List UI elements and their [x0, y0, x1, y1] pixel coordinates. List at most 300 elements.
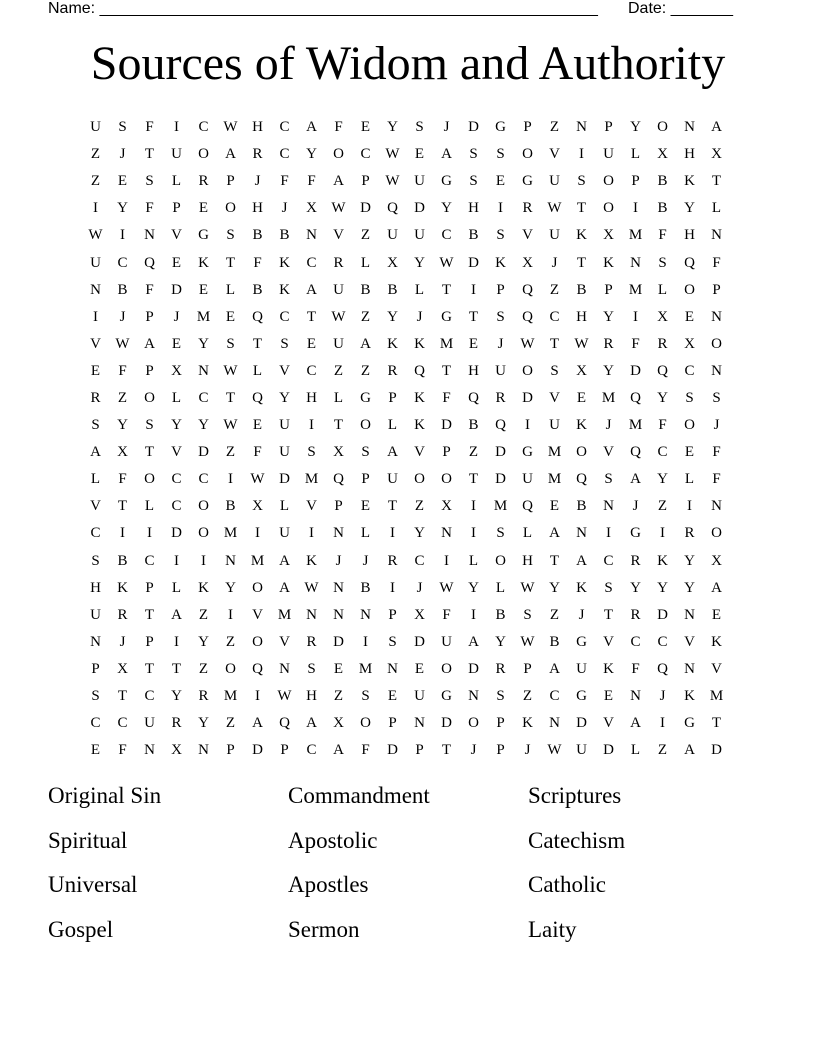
- grid-cell[interactable]: F: [145, 281, 154, 298]
- grid-cell[interactable]: C: [279, 146, 290, 163]
- grid-cell[interactable]: P: [145, 579, 154, 596]
- grid-cell[interactable]: O: [603, 173, 614, 190]
- grid-cell[interactable]: L: [171, 173, 182, 190]
- grid-cell[interactable]: T: [387, 498, 398, 515]
- grid-cell[interactable]: A: [549, 660, 560, 677]
- grid-cell[interactable]: Y: [198, 715, 209, 732]
- grid-cell[interactable]: W: [304, 579, 319, 596]
- grid-cell[interactable]: Z: [522, 688, 533, 705]
- grid-cell[interactable]: V: [279, 362, 290, 379]
- grid-cell[interactable]: O: [468, 715, 479, 732]
- grid-cell[interactable]: T: [171, 660, 182, 677]
- grid-cell[interactable]: L: [657, 281, 668, 298]
- grid-cell[interactable]: A: [279, 552, 290, 569]
- grid-cell[interactable]: P: [415, 742, 424, 759]
- grid-cell[interactable]: X: [684, 335, 695, 352]
- grid-cell[interactable]: S: [496, 525, 505, 542]
- grid-cell[interactable]: P: [361, 471, 370, 488]
- grid-cell[interactable]: U: [90, 606, 101, 623]
- grid-cell[interactable]: K: [576, 579, 587, 596]
- grid-cell[interactable]: V: [522, 227, 533, 244]
- grid-cell[interactable]: G: [441, 308, 452, 325]
- grid-cell[interactable]: L: [171, 579, 182, 596]
- grid-cell[interactable]: R: [306, 633, 317, 650]
- grid-cell[interactable]: A: [387, 444, 398, 461]
- grid-cell[interactable]: I: [93, 308, 98, 325]
- grid-cell[interactable]: H: [468, 362, 479, 379]
- grid-cell[interactable]: K: [387, 335, 398, 352]
- grid-cell[interactable]: D: [279, 471, 290, 488]
- grid-cell[interactable]: N: [630, 254, 641, 271]
- grid-cell[interactable]: I: [120, 525, 125, 542]
- grid-cell[interactable]: F: [712, 254, 721, 271]
- grid-cell[interactable]: A: [549, 525, 560, 542]
- grid-cell[interactable]: M: [250, 552, 265, 569]
- grid-cell[interactable]: A: [171, 606, 182, 623]
- grid-cell[interactable]: H: [576, 308, 587, 325]
- grid-cell[interactable]: I: [633, 308, 638, 325]
- grid-cell[interactable]: O: [252, 579, 263, 596]
- grid-cell[interactable]: J: [119, 146, 126, 163]
- grid-cell[interactable]: Q: [279, 715, 290, 732]
- grid-cell[interactable]: R: [630, 552, 641, 569]
- grid-cell[interactable]: S: [496, 146, 505, 163]
- grid-cell[interactable]: P: [442, 444, 451, 461]
- grid-cell[interactable]: G: [684, 715, 695, 732]
- grid-cell[interactable]: A: [333, 173, 344, 190]
- grid-cell[interactable]: X: [522, 254, 533, 271]
- grid-cell[interactable]: E: [360, 498, 371, 515]
- grid-cell[interactable]: E: [576, 389, 587, 406]
- grid-cell[interactable]: E: [90, 362, 101, 379]
- grid-cell[interactable]: P: [388, 715, 397, 732]
- grid-cell[interactable]: I: [120, 227, 125, 244]
- grid-cell[interactable]: B: [495, 606, 506, 623]
- grid-cell[interactable]: B: [279, 227, 290, 244]
- grid-cell[interactable]: E: [414, 660, 425, 677]
- grid-cell[interactable]: E: [603, 688, 614, 705]
- grid-cell[interactable]: M: [223, 525, 238, 542]
- grid-cell[interactable]: I: [228, 606, 233, 623]
- grid-cell[interactable]: J: [119, 633, 126, 650]
- grid-cell[interactable]: A: [630, 715, 641, 732]
- grid-cell[interactable]: F: [334, 119, 343, 136]
- grid-cell[interactable]: N: [711, 362, 722, 379]
- grid-cell[interactable]: S: [91, 417, 100, 434]
- grid-cell[interactable]: I: [633, 200, 638, 217]
- grid-cell[interactable]: S: [118, 119, 127, 136]
- name-field[interactable]: Name: ________________________________________________________: [48, 0, 598, 17]
- grid-cell[interactable]: I: [390, 525, 395, 542]
- grid-cell[interactable]: U: [279, 525, 290, 542]
- grid-cell[interactable]: K: [603, 660, 614, 677]
- grid-cell[interactable]: E: [171, 335, 182, 352]
- grid-cell[interactable]: C: [117, 715, 128, 732]
- grid-cell[interactable]: U: [414, 688, 425, 705]
- grid-cell[interactable]: B: [360, 281, 371, 298]
- grid-cell[interactable]: E: [117, 173, 128, 190]
- grid-cell[interactable]: F: [145, 119, 154, 136]
- grid-cell[interactable]: I: [687, 498, 692, 515]
- grid-cell[interactable]: S: [388, 633, 397, 650]
- grid-cell[interactable]: K: [414, 335, 425, 352]
- grid-cell[interactable]: Q: [522, 308, 533, 325]
- grid-cell[interactable]: Z: [333, 362, 344, 379]
- grid-cell[interactable]: A: [306, 281, 317, 298]
- grid-cell[interactable]: F: [253, 254, 262, 271]
- grid-cell[interactable]: W: [277, 688, 292, 705]
- grid-cell[interactable]: C: [630, 633, 641, 650]
- grid-cell[interactable]: E: [360, 119, 371, 136]
- grid-cell[interactable]: U: [549, 417, 560, 434]
- grid-cell[interactable]: Y: [441, 200, 452, 217]
- grid-cell[interactable]: O: [441, 660, 452, 677]
- grid-cell[interactable]: Y: [279, 389, 290, 406]
- grid-cell[interactable]: Y: [171, 417, 182, 434]
- grid-cell[interactable]: C: [198, 389, 209, 406]
- grid-cell[interactable]: L: [360, 254, 371, 271]
- grid-cell[interactable]: X: [441, 498, 452, 515]
- grid-cell[interactable]: R: [90, 389, 101, 406]
- grid-cell[interactable]: Y: [684, 552, 695, 569]
- grid-cell[interactable]: S: [307, 660, 316, 677]
- grid-cell[interactable]: S: [91, 552, 100, 569]
- grid-cell[interactable]: O: [576, 444, 587, 461]
- grid-cell[interactable]: C: [306, 362, 317, 379]
- grid-cell[interactable]: J: [173, 308, 180, 325]
- grid-cell[interactable]: E: [171, 254, 182, 271]
- grid-cell[interactable]: R: [333, 254, 344, 271]
- grid-cell[interactable]: K: [117, 579, 128, 596]
- grid-cell[interactable]: S: [145, 173, 154, 190]
- grid-cell[interactable]: V: [549, 389, 560, 406]
- grid-cell[interactable]: R: [630, 606, 641, 623]
- grid-cell[interactable]: F: [253, 444, 262, 461]
- grid-cell[interactable]: M: [628, 281, 643, 298]
- grid-cell[interactable]: C: [414, 552, 425, 569]
- grid-cell[interactable]: S: [469, 173, 478, 190]
- grid-cell[interactable]: N: [333, 525, 344, 542]
- grid-cell[interactable]: S: [415, 119, 424, 136]
- grid-cell[interactable]: I: [255, 688, 260, 705]
- grid-cell[interactable]: S: [91, 688, 100, 705]
- grid-cell[interactable]: R: [171, 715, 182, 732]
- grid-cell[interactable]: J: [524, 742, 531, 759]
- grid-cell[interactable]: W: [520, 579, 535, 596]
- grid-cell[interactable]: T: [306, 308, 317, 325]
- grid-cell[interactable]: F: [361, 742, 370, 759]
- grid-cell[interactable]: F: [631, 660, 640, 677]
- grid-cell[interactable]: U: [576, 742, 587, 759]
- grid-cell[interactable]: U: [414, 227, 425, 244]
- grid-cell[interactable]: C: [144, 552, 155, 569]
- grid-cell[interactable]: K: [711, 633, 722, 650]
- grid-cell[interactable]: X: [171, 362, 182, 379]
- grid-cell[interactable]: N: [387, 660, 398, 677]
- grid-cell[interactable]: B: [576, 498, 587, 515]
- grid-cell[interactable]: O: [441, 471, 452, 488]
- grid-cell[interactable]: Y: [468, 579, 479, 596]
- grid-cell[interactable]: E: [198, 281, 209, 298]
- grid-cell[interactable]: R: [387, 552, 398, 569]
- grid-cell[interactable]: Z: [90, 146, 101, 163]
- grid-cell[interactable]: E: [225, 308, 236, 325]
- grid-cell[interactable]: X: [333, 444, 344, 461]
- grid-cell[interactable]: P: [172, 200, 181, 217]
- grid-cell[interactable]: Y: [684, 200, 695, 217]
- grid-cell[interactable]: O: [522, 146, 533, 163]
- grid-cell[interactable]: M: [709, 688, 724, 705]
- grid-cell[interactable]: A: [711, 579, 722, 596]
- grid-cell[interactable]: Q: [252, 660, 263, 677]
- grid-cell[interactable]: T: [144, 444, 155, 461]
- grid-cell[interactable]: T: [576, 200, 587, 217]
- grid-cell[interactable]: O: [711, 525, 722, 542]
- grid-cell[interactable]: I: [525, 417, 530, 434]
- grid-cell[interactable]: I: [255, 525, 260, 542]
- grid-cell[interactable]: I: [363, 633, 368, 650]
- grid-cell[interactable]: L: [144, 498, 155, 515]
- grid-cell[interactable]: U: [522, 471, 533, 488]
- grid-cell[interactable]: Q: [657, 362, 668, 379]
- grid-cell[interactable]: A: [252, 715, 263, 732]
- grid-cell[interactable]: K: [279, 281, 290, 298]
- grid-cell[interactable]: L: [630, 146, 641, 163]
- grid-cell[interactable]: W: [439, 254, 454, 271]
- grid-cell[interactable]: O: [225, 660, 236, 677]
- grid-cell[interactable]: N: [603, 498, 614, 515]
- grid-cell[interactable]: R: [198, 173, 209, 190]
- grid-cell[interactable]: Y: [414, 254, 425, 271]
- grid-cell[interactable]: N: [90, 633, 101, 650]
- grid-cell[interactable]: U: [549, 227, 560, 244]
- grid-cell[interactable]: R: [495, 660, 506, 677]
- grid-cell[interactable]: E: [495, 173, 506, 190]
- grid-cell[interactable]: X: [711, 146, 722, 163]
- grid-cell[interactable]: H: [684, 227, 695, 244]
- grid-cell[interactable]: P: [712, 281, 721, 298]
- grid-cell[interactable]: Y: [387, 119, 398, 136]
- grid-cell[interactable]: S: [577, 173, 586, 190]
- grid-cell[interactable]: J: [659, 688, 666, 705]
- grid-cell[interactable]: O: [522, 362, 533, 379]
- grid-cell[interactable]: X: [657, 146, 668, 163]
- grid-cell[interactable]: Z: [198, 660, 209, 677]
- grid-cell[interactable]: C: [360, 146, 371, 163]
- grid-cell[interactable]: P: [91, 660, 100, 677]
- grid-cell[interactable]: R: [603, 335, 614, 352]
- grid-cell[interactable]: W: [520, 335, 535, 352]
- grid-cell[interactable]: G: [522, 173, 533, 190]
- grid-cell[interactable]: I: [201, 552, 206, 569]
- grid-cell[interactable]: Q: [333, 471, 344, 488]
- grid-cell[interactable]: G: [522, 444, 533, 461]
- grid-cell[interactable]: V: [711, 660, 722, 677]
- grid-cell[interactable]: Y: [603, 362, 614, 379]
- grid-cell[interactable]: S: [658, 254, 667, 271]
- grid-cell[interactable]: F: [442, 606, 451, 623]
- grid-cell[interactable]: F: [658, 227, 667, 244]
- grid-cell[interactable]: V: [684, 633, 695, 650]
- grid-cell[interactable]: Z: [90, 173, 101, 190]
- grid-cell[interactable]: U: [333, 281, 344, 298]
- grid-cell[interactable]: Q: [252, 389, 263, 406]
- grid-cell[interactable]: W: [331, 200, 346, 217]
- grid-cell[interactable]: K: [684, 173, 695, 190]
- grid-cell[interactable]: J: [632, 498, 639, 515]
- grid-cell[interactable]: D: [576, 715, 587, 732]
- grid-cell[interactable]: Q: [657, 660, 668, 677]
- grid-cell[interactable]: U: [90, 119, 101, 136]
- grid-cell[interactable]: U: [576, 660, 587, 677]
- grid-cell[interactable]: N: [306, 606, 317, 623]
- grid-cell[interactable]: G: [441, 173, 452, 190]
- grid-cell[interactable]: N: [90, 281, 101, 298]
- grid-cell[interactable]: K: [414, 417, 425, 434]
- grid-cell[interactable]: U: [279, 417, 290, 434]
- grid-cell[interactable]: Q: [387, 200, 398, 217]
- grid-cell[interactable]: X: [333, 715, 344, 732]
- grid-cell[interactable]: S: [145, 417, 154, 434]
- grid-cell[interactable]: Q: [630, 444, 641, 461]
- grid-cell[interactable]: N: [711, 498, 722, 515]
- grid-cell[interactable]: N: [144, 227, 155, 244]
- grid-cell[interactable]: F: [712, 471, 721, 488]
- letter-grid[interactable]: [82, 114, 730, 764]
- grid-cell[interactable]: Z: [360, 227, 371, 244]
- grid-cell[interactable]: N: [198, 742, 209, 759]
- grid-cell[interactable]: E: [684, 308, 695, 325]
- grid-cell[interactable]: Z: [198, 606, 209, 623]
- grid-cell[interactable]: K: [522, 715, 533, 732]
- grid-cell[interactable]: U: [387, 227, 398, 244]
- grid-cell[interactable]: Y: [117, 200, 128, 217]
- grid-cell[interactable]: C: [603, 552, 614, 569]
- grid-cell[interactable]: B: [657, 173, 668, 190]
- grid-cell[interactable]: P: [334, 498, 343, 515]
- grid-cell[interactable]: J: [335, 552, 342, 569]
- grid-cell[interactable]: I: [579, 146, 584, 163]
- grid-cell[interactable]: O: [657, 119, 668, 136]
- grid-cell[interactable]: Y: [657, 389, 668, 406]
- grid-cell[interactable]: M: [196, 308, 211, 325]
- grid-cell[interactable]: Q: [144, 254, 155, 271]
- grid-cell[interactable]: P: [496, 742, 505, 759]
- grid-cell[interactable]: I: [606, 525, 611, 542]
- grid-cell[interactable]: F: [145, 200, 154, 217]
- grid-cell[interactable]: B: [549, 633, 560, 650]
- grid-cell[interactable]: C: [117, 254, 128, 271]
- grid-cell[interactable]: O: [360, 715, 371, 732]
- grid-cell[interactable]: J: [416, 579, 423, 596]
- grid-cell[interactable]: N: [684, 660, 695, 677]
- grid-cell[interactable]: Y: [414, 525, 425, 542]
- grid-cell[interactable]: C: [657, 633, 668, 650]
- grid-cell[interactable]: P: [145, 362, 154, 379]
- grid-cell[interactable]: W: [115, 335, 130, 352]
- grid-cell[interactable]: W: [385, 146, 400, 163]
- grid-cell[interactable]: Y: [198, 335, 209, 352]
- grid-cell[interactable]: H: [90, 579, 101, 596]
- grid-cell[interactable]: E: [414, 146, 425, 163]
- grid-cell[interactable]: D: [171, 525, 182, 542]
- grid-cell[interactable]: A: [306, 715, 317, 732]
- grid-cell[interactable]: T: [549, 335, 560, 352]
- grid-cell[interactable]: B: [252, 281, 263, 298]
- grid-cell[interactable]: P: [631, 173, 640, 190]
- grid-cell[interactable]: C: [279, 308, 290, 325]
- grid-cell[interactable]: V: [90, 498, 101, 515]
- grid-cell[interactable]: T: [576, 254, 587, 271]
- grid-cell[interactable]: I: [471, 281, 476, 298]
- grid-cell[interactable]: N: [576, 119, 587, 136]
- grid-cell[interactable]: N: [468, 688, 479, 705]
- grid-cell[interactable]: R: [522, 200, 533, 217]
- grid-cell[interactable]: C: [657, 444, 668, 461]
- grid-cell[interactable]: I: [174, 119, 179, 136]
- grid-cell[interactable]: P: [496, 281, 505, 298]
- grid-cell[interactable]: C: [441, 227, 452, 244]
- grid-cell[interactable]: N: [279, 660, 290, 677]
- grid-cell[interactable]: E: [549, 498, 560, 515]
- grid-cell[interactable]: X: [576, 362, 587, 379]
- grid-cell[interactable]: U: [495, 362, 506, 379]
- grid-cell[interactable]: P: [145, 633, 154, 650]
- grid-cell[interactable]: Y: [549, 579, 560, 596]
- grid-cell[interactable]: H: [252, 200, 263, 217]
- grid-cell[interactable]: X: [387, 254, 398, 271]
- grid-cell[interactable]: N: [630, 688, 641, 705]
- grid-cell[interactable]: H: [306, 389, 317, 406]
- grid-cell[interactable]: O: [333, 146, 344, 163]
- grid-cell[interactable]: T: [711, 715, 722, 732]
- grid-cell[interactable]: U: [279, 444, 290, 461]
- grid-cell[interactable]: Y: [117, 417, 128, 434]
- grid-cell[interactable]: N: [711, 308, 722, 325]
- grid-cell[interactable]: I: [309, 417, 314, 434]
- grid-cell[interactable]: W: [223, 119, 238, 136]
- grid-cell[interactable]: E: [306, 335, 317, 352]
- grid-cell[interactable]: L: [684, 471, 695, 488]
- grid-cell[interactable]: U: [441, 633, 452, 650]
- grid-cell[interactable]: F: [307, 173, 316, 190]
- grid-cell[interactable]: O: [198, 498, 209, 515]
- grid-cell[interactable]: K: [495, 254, 506, 271]
- grid-cell[interactable]: O: [360, 417, 371, 434]
- grid-cell[interactable]: K: [414, 389, 425, 406]
- grid-cell[interactable]: S: [307, 444, 316, 461]
- grid-cell[interactable]: W: [547, 200, 562, 217]
- grid-cell[interactable]: M: [277, 606, 292, 623]
- grid-cell[interactable]: B: [576, 281, 587, 298]
- grid-cell[interactable]: A: [576, 552, 587, 569]
- grid-cell[interactable]: V: [414, 444, 425, 461]
- grid-cell[interactable]: S: [685, 389, 694, 406]
- grid-cell[interactable]: F: [118, 362, 127, 379]
- grid-cell[interactable]: T: [144, 606, 155, 623]
- grid-cell[interactable]: W: [520, 633, 535, 650]
- grid-cell[interactable]: D: [441, 715, 452, 732]
- grid-cell[interactable]: X: [252, 498, 263, 515]
- grid-cell[interactable]: Y: [198, 417, 209, 434]
- grid-cell[interactable]: I: [309, 525, 314, 542]
- date-field[interactable]: Date: _______: [628, 0, 733, 17]
- grid-cell[interactable]: J: [416, 308, 423, 325]
- grid-cell[interactable]: K: [657, 552, 668, 569]
- grid-cell[interactable]: O: [684, 281, 695, 298]
- grid-cell[interactable]: T: [603, 606, 614, 623]
- grid-cell[interactable]: Q: [522, 281, 533, 298]
